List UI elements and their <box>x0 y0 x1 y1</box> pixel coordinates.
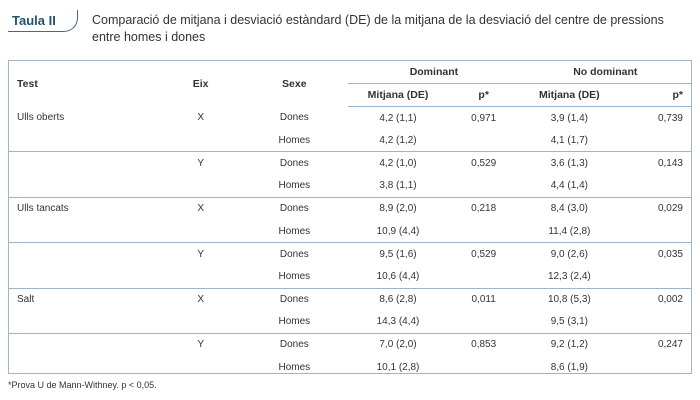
cell-eix <box>161 265 241 288</box>
header-dominant-p: p* <box>448 84 520 107</box>
header-nondominant-p: p* <box>619 84 691 107</box>
cell-eix <box>161 356 241 374</box>
header-group-nondominant: No dominant <box>520 61 691 84</box>
cell-nondominant-mitjana: 12,3 (2,4) <box>547 270 591 282</box>
table-row <box>9 152 691 175</box>
cell-nondominant-mitjana: 3,6 (1,3) <box>520 152 620 175</box>
table-footnote: *Prova U de Mann-Withney. p < 0,05. <box>8 380 157 390</box>
header-eix: Eix <box>192 77 209 90</box>
cell-nondominant-mitjana: 9,2 (1,2) <box>520 333 620 356</box>
data-table <box>9 61 691 374</box>
cell-dominant-mitjana: 4,2 (1,2) <box>379 134 417 146</box>
cell-nondominant-mitjana: 4,1 (1,7) <box>550 134 588 146</box>
cell-dominant-p: 0,971 <box>471 112 497 124</box>
header-sexe: Sexe <box>282 77 307 90</box>
cell-sexe: Dones <box>240 197 348 220</box>
cell-test: Salt <box>9 288 161 311</box>
cell-sexe: Homes <box>278 134 311 146</box>
cell-dominant-p <box>448 129 520 152</box>
cell-nondominant-mitjana: 3,9 (1,4) <box>550 112 588 124</box>
cell-nondominant-mitjana: 9,5 (3,1) <box>550 316 588 328</box>
cell-test <box>9 265 161 288</box>
cell-dominant-mitjana: 7,0 (2,0) <box>348 333 448 356</box>
cell-dominant-p: 0,529 <box>448 152 520 175</box>
table-row <box>9 356 691 374</box>
cell-sexe: Dones <box>240 333 348 356</box>
table-body <box>9 107 691 375</box>
cell-nondominant-mitjana: 9,0 (2,6) <box>520 243 620 266</box>
table-row <box>9 107 691 130</box>
cell-dominant-p: 0,853 <box>448 333 520 356</box>
cell-test <box>9 333 161 356</box>
cell-sexe: Homes <box>278 180 311 192</box>
header-test: Test <box>17 77 38 90</box>
header-nondominant-mitjana: Mitjana (DE) <box>520 84 620 107</box>
cell-dominant-mitjana: 4,2 (1,1) <box>379 112 417 124</box>
cell-nondominant-p <box>619 356 691 374</box>
table-row <box>9 311 691 334</box>
cell-sexe: Homes <box>278 361 311 373</box>
table-row <box>9 220 691 243</box>
cell-dominant-p <box>448 311 520 334</box>
cell-dominant-mitjana: 4,2 (1,0) <box>348 152 448 175</box>
table-row <box>9 243 691 266</box>
cell-eix <box>161 311 241 334</box>
cell-test <box>9 152 161 175</box>
cell-nondominant-p: 0,143 <box>619 152 691 175</box>
cell-sexe: Dones <box>240 152 348 175</box>
table-row <box>9 129 691 152</box>
cell-nondominant-p: 0,002 <box>619 288 691 311</box>
table-row <box>9 265 691 288</box>
cell-dominant-mitjana: 8,9 (2,0) <box>348 197 448 220</box>
cell-eix <box>161 129 241 152</box>
cell-nondominant-p <box>619 311 691 334</box>
cell-dominant-mitjana: 3,8 (1,1) <box>379 180 417 192</box>
table-row <box>9 288 691 311</box>
table-header <box>8 10 692 50</box>
cell-sexe: Dones <box>279 112 309 124</box>
cell-dominant-mitjana: 10,1 (2,8) <box>376 361 420 373</box>
cell-nondominant-p <box>619 220 691 243</box>
cell-nondominant-p <box>619 265 691 288</box>
cell-dominant-mitjana: 8,6 (2,8) <box>348 288 448 311</box>
cell-sexe: Dones <box>240 288 348 311</box>
cell-dominant-p: 0,011 <box>448 288 520 311</box>
cell-nondominant-p <box>619 175 691 198</box>
table-row <box>9 333 691 356</box>
cell-eix <box>161 220 241 243</box>
cell-dominant-p <box>448 265 520 288</box>
cell-dominant-p <box>448 175 520 198</box>
data-table-container <box>8 60 692 374</box>
table-row <box>9 197 691 220</box>
header-dominant-mitjana: Mitjana (DE) <box>348 84 448 107</box>
cell-sexe: Homes <box>278 316 311 328</box>
cell-dominant-p: 0,529 <box>448 243 520 266</box>
cell-test: Ulls tancats <box>9 197 161 220</box>
cell-nondominant-mitjana: 8,4 (3,0) <box>520 197 620 220</box>
table-number-badge: Taula II <box>8 10 78 32</box>
cell-nondominant-p: 0,029 <box>619 197 691 220</box>
cell-test <box>9 175 161 198</box>
cell-dominant-mitjana: 10,6 (4,4) <box>376 270 420 282</box>
cell-eix: X <box>161 197 241 220</box>
cell-nondominant-mitjana: 11,4 (2,8) <box>548 225 591 237</box>
cell-sexe: Homes <box>278 225 311 237</box>
cell-sexe: Homes <box>278 270 311 282</box>
cell-test: Ulls oberts <box>17 112 65 124</box>
cell-test <box>9 243 161 266</box>
cell-eix <box>161 175 241 198</box>
cell-nondominant-mitjana: 4,4 (1,4) <box>550 180 588 192</box>
cell-sexe: Dones <box>240 243 348 266</box>
cell-dominant-p <box>448 356 520 374</box>
cell-nondominant-p: 0,247 <box>619 333 691 356</box>
cell-dominant-p: 0,218 <box>448 197 520 220</box>
cell-test <box>9 311 161 334</box>
table-row <box>9 175 691 198</box>
cell-dominant-mitjana: 14,3 (4,4) <box>376 316 420 328</box>
cell-dominant-p <box>448 220 520 243</box>
cell-dominant-mitjana: 9,5 (1,6) <box>348 243 448 266</box>
header-group-dominant: Dominant <box>348 61 519 84</box>
cell-eix: Y <box>161 152 241 175</box>
cell-test <box>9 356 161 374</box>
table-caption: Comparació de mitjana i desviació estàndard (DE) de la mitjana de la desviació del centre de pressions entre homes i dones <box>92 13 664 44</box>
cell-dominant-mitjana: 10,9 (4,4) <box>376 225 420 237</box>
cell-nondominant-mitjana: 8,6 (1,9) <box>550 361 588 373</box>
cell-nondominant-p <box>619 129 691 152</box>
cell-eix: X <box>161 288 241 311</box>
cell-nondominant-p: 0,739 <box>657 112 683 124</box>
cell-eix: Y <box>161 243 241 266</box>
cell-test <box>9 129 161 152</box>
cell-nondominant-mitjana: 10,8 (5,3) <box>520 288 620 311</box>
cell-test <box>9 220 161 243</box>
cell-nondominant-p: 0,035 <box>619 243 691 266</box>
cell-eix: X <box>197 112 204 124</box>
cell-eix: Y <box>161 333 241 356</box>
